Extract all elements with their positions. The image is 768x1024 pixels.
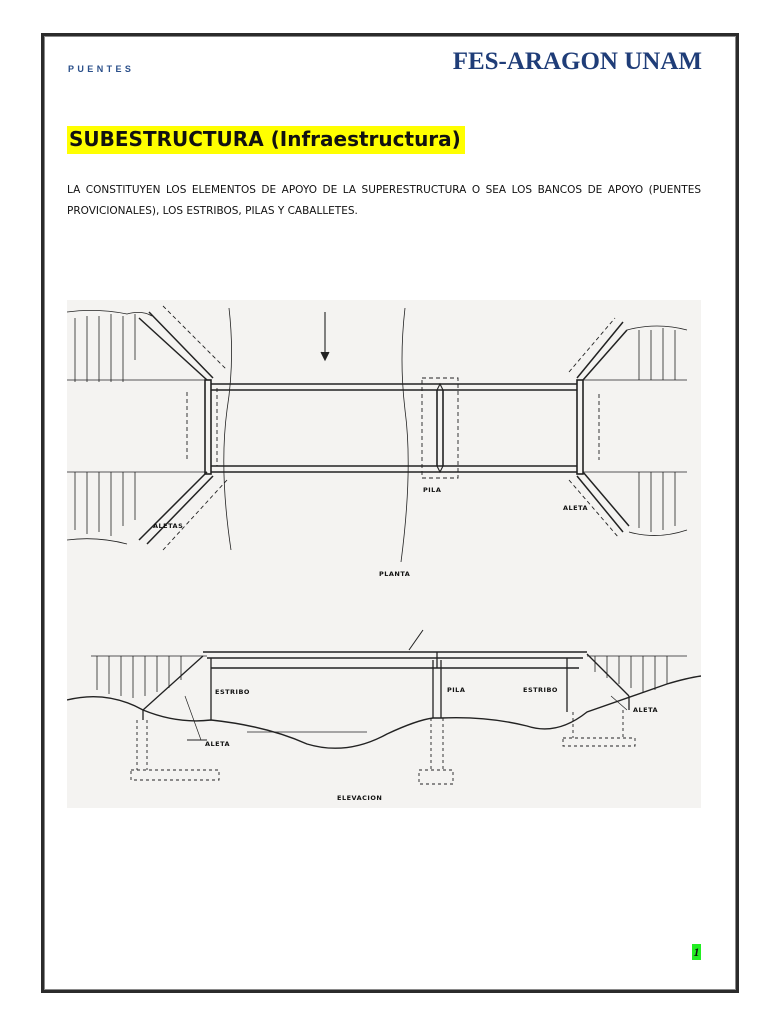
deck-elevation <box>203 652 587 668</box>
pier-elevation <box>433 652 441 718</box>
deck-plan <box>211 384 577 472</box>
label-aleta-right: ALETA <box>633 706 659 714</box>
label-aleta-left: ALETA <box>205 740 231 748</box>
bridge-figure <box>67 300 701 808</box>
page-title: SUBESTRUCTURA (Infraestructura) <box>67 126 465 154</box>
left-bank-bottom <box>67 472 207 544</box>
left-bank-top <box>67 310 207 382</box>
left-abutment-elevation <box>143 656 211 720</box>
bridge-drawing <box>67 300 701 808</box>
body-paragraph: LA CONSTITUYEN LOS ELEMENTOS DE APOYO DE LA SUPERESTRUCTURA O SEA LOS BANCOS DE APOYO (PUENTES PROVICIONALES), LOS ESTRIBOS, PILAS Y CABALLETES. <box>67 184 701 217</box>
header-institution: FES-ARAGON UNAM <box>452 48 702 75</box>
label-estribo-left: ESTRIBO <box>215 688 250 696</box>
label-pila-elevation: PILA <box>447 686 466 694</box>
label-estribo-right: ESTRIBO <box>523 686 558 694</box>
label-aletas: ALETAS <box>153 522 184 530</box>
page-number: 1 <box>693 945 700 959</box>
label-planta: PLANTA <box>379 570 411 578</box>
pier-plan <box>422 378 458 478</box>
label-pila-plan: PILA <box>423 486 442 494</box>
left-wingwalls <box>139 312 213 544</box>
label-aleta-plan: ALETA <box>563 504 589 512</box>
ground-profile <box>67 676 701 748</box>
header-section: PUENTES <box>68 64 135 74</box>
label-elevacion: ELEVACION <box>337 794 383 802</box>
